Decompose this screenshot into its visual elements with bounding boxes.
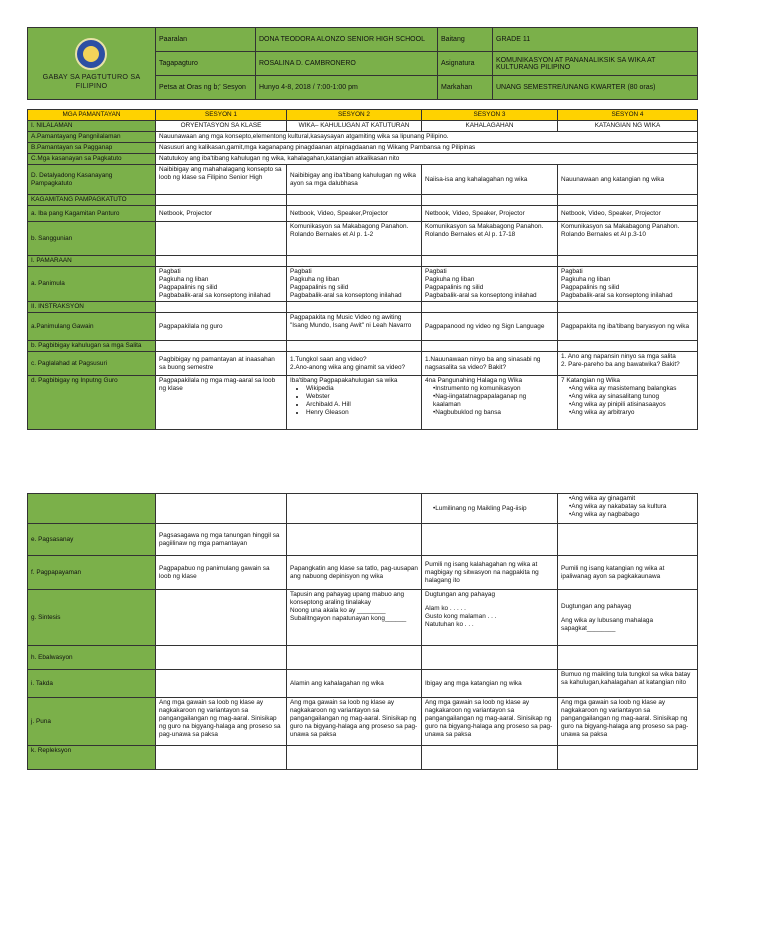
sintesis-s1 [156, 590, 287, 646]
panimulang-s2: Pagpapakita ng Music Video ng awiting "Isang Mundo, Isang Awit" ni Leah Navarro [287, 313, 422, 341]
row-label: II. INSTRAKSYON [28, 302, 156, 313]
paglalahad-s2 [287, 352, 422, 376]
input-guro-s3 [422, 376, 558, 430]
katangian-list [561, 385, 694, 417]
panimula-line: Pagkuha ng liban [561, 276, 611, 283]
kasanayan-text: Natutukoy ang iba'tibang kahulugan ng wika, kahalagahan,katangian atkalikasan nito [156, 154, 698, 165]
kasanayan-row [28, 154, 698, 165]
paglalahad-s3: 1.Nauunawaan ninyo ba ang sinasabi ng nagsasalita sa video? Bakit? [422, 352, 558, 376]
gabay-title: GABAY SA PAGTUTURO SA FILIPINO [42, 71, 141, 90]
row-label: I. PAMARAAN [28, 256, 156, 267]
detalyado-s4: Nauunawaan ang katangian ng wika [558, 165, 698, 195]
panimula-s3 [422, 267, 558, 302]
panimula-line: Pagbati [159, 268, 181, 275]
lesson-plan-table-continued [27, 493, 698, 770]
panimula-s2 [287, 267, 422, 302]
value-petsa: Hunyo 4-8, 2018 / 7:00-1:00 pm [256, 76, 438, 100]
list-item: • Ang wika ay masistemang balangkas [569, 385, 694, 393]
row-label [28, 494, 156, 524]
continued-row [28, 494, 698, 524]
repleksyon-row [28, 746, 698, 770]
sanggunian-s4: Komunikasyon sa Makabagong Panahon. Rolando Bernales et Al p.3-10 [558, 222, 698, 256]
pagsasanay-row [28, 524, 698, 556]
detalyado-s2: Naibibigay ang iba'tibang kahulugan ng wika ayon sa mga dalubhasa [287, 165, 422, 195]
prompt-line: Gusto kong malaman . . . [425, 613, 497, 620]
pamaraan-row [28, 256, 698, 267]
puna-s4: Ang mga gawain sa loob ng klase ay nagkakaroon ng variantayon sa pangangailangan ng mag-aaral. Sinisikap ng guro na bigyang-halaga ang proseso sa pag-unawa sa paksa [558, 698, 698, 746]
list-item: • Nagbubuklod ng bansa [433, 409, 554, 417]
row-label: a.Panimulang Gawain [28, 313, 156, 341]
row-label: A.Pamantayang Pangnilalaman [28, 132, 156, 143]
input-guro-s1: Pagpapakilala ng mga mag-aaral sa loob ng klase [156, 376, 287, 430]
list-item: • Ang wika ay nagbabago [569, 511, 694, 519]
list-title: 7 Katangian ng Wika [561, 377, 620, 384]
panimula-line: Pagkuha ng liban [290, 276, 340, 283]
row-label: c. Paglalahad at Pagsusuri [28, 352, 156, 376]
panimulang-s4: Pagpapakita ng iba'tibang baryasyon ng wika [558, 313, 698, 341]
prompt-line: Dugtungan ang pahayag [425, 591, 496, 598]
puna-s1: Ang mga gawain sa loob ng klase ay nagkakaroon ng variantayon sa pangangailangan ng mag-aaral. Sinisikap ng guro na bigyang-halaga ang proseso sa pag-unawa sa paksa [156, 698, 287, 746]
value-markahan: UNANG SEMESTRE/UNANG KWARTER (80 oras) [493, 76, 698, 100]
cont-s4 [558, 494, 698, 524]
label-tagapagturo: Tagapagturo [156, 52, 256, 76]
pagpapayaman-s3: Pumili ng isang kalahagahan ng wika at magbigay ng sitwasyon na nagpakita ng halagang ito [422, 556, 558, 590]
list-item: • Ang wika ay sinasalitang tunog [569, 393, 694, 401]
list-title: 4na Pangunahing Halaga ng Wika [425, 377, 522, 384]
row-label: b. Pagbibigay kahulugan sa mga Salita [28, 341, 156, 352]
detalyado-s1: Naibibigay ang mahahalagang konsepto sa loob ng klase sa Filipino Senior High [156, 165, 287, 195]
panimula-line: Pagpapalinis ng silid [561, 284, 620, 291]
row-label: f. Pagpapayaman [28, 556, 156, 590]
input-guro-s2 [287, 376, 422, 430]
cont-s1 [156, 494, 287, 524]
panimulang-gawain-row [28, 313, 698, 341]
panimula-line: Pagpapalinis ng silid [159, 284, 218, 291]
label-paaralan: Paaralan [156, 28, 256, 52]
puna-row [28, 698, 698, 746]
nilalaman-s1: ORYENTASYON SA KLASE [156, 121, 287, 132]
lesson-plan-table [27, 109, 698, 430]
pantuto-s3: Netbook, Video, Speaker, Projector [422, 206, 558, 222]
pagpapayaman-s1: Pagpapabuo ng panimulang gawain sa loob ng klase [156, 556, 287, 590]
list-item: • Lumilinang ng Maikling Pag-iisip [433, 505, 554, 513]
list-item: • Ang wika ay nakabatay sa kultura [569, 503, 694, 511]
panimula-line: Pagkuha ng liban [159, 276, 209, 283]
puna-s2: Ang mga gawain sa loob ng klase ay nagkakaroon ng variantayon sa pangangailangan ng mag-aaral. Sinisikap ng guro na bigyang-halaga ang proseso sa pag-unawa sa paksa [287, 698, 422, 746]
row-label: k. Repleksyon [28, 746, 156, 770]
sesyon-4-heading: SESYON 4 [558, 110, 698, 121]
panimula-line: Pagbati [561, 268, 583, 275]
nilalaman-s3: KAHALAGAHAN [422, 121, 558, 132]
sintesis-row [28, 590, 698, 646]
pagganap-row [28, 143, 698, 154]
pamantayan-heading: MGA PAMANTAYAN [28, 110, 156, 121]
header-table [27, 27, 698, 100]
session-header-row [28, 110, 698, 121]
value-paaralan: DONA TEODORA ALONZO SENIOR HIGH SCHOOL [256, 28, 438, 52]
sanggunian-s2: Komunikasyon sa Makabagong Panahon. Rolando Bernales et Al p. 1-2 [287, 222, 422, 256]
prompt-line: Noong una akala ko ay ________ [290, 607, 386, 614]
row-label: D. Detalyadong Kasanayang Pampagkatuto [28, 165, 156, 195]
nilalaman-s2: WIKA– KAHULUGAN AT KATUTURAN [287, 121, 422, 132]
panimula-line: Pagpapalinis ng silid [290, 284, 349, 291]
katangian-list-cont [561, 495, 694, 519]
value-tagapagturo: ROSALINA D. CAMBRONERO [256, 52, 438, 76]
takda-s3: Ibigay ang mga katangian ng wika [422, 670, 558, 698]
panimulang-s1: Pagpapakilala ng guro [156, 313, 287, 341]
row-label: e. Pagsasanay [28, 524, 156, 556]
input-guro-row [28, 376, 698, 430]
row-label: j. Puna [28, 698, 156, 746]
pagsasanay-s1: Pagsasagawa ng mga tanungan hinggil sa pagiilinaw ng mga pamantayan [156, 524, 287, 556]
panimula-s1 [156, 267, 287, 302]
list-item: • Webster [306, 393, 418, 401]
row-label: i. Takda [28, 670, 156, 698]
value-asignatura: KOMUNIKASYON AT PANANALIKSIK SA WIKA AT KULTURANG PILIPINO [493, 52, 698, 76]
panimula-line: Pagbati [290, 268, 312, 275]
panimula-line: Pagbabalik-aral sa konseptong inilahad [159, 292, 271, 299]
sesyon-2-heading: SESYON 2 [287, 110, 422, 121]
list-item: • Ang wika ay arbitraryo [569, 409, 694, 417]
list-item: • Ang wika ay pinipili atisinasaayos [569, 401, 694, 409]
label-markahan: Markahan [438, 76, 493, 100]
pantuto-row [28, 206, 698, 222]
panimula-line: Pagkuha ng liban [425, 276, 475, 283]
paglalahad-s4 [558, 352, 698, 376]
row-label: h. Ebalwasyon [28, 646, 156, 670]
prompt-line: Tapusin ang pahayag upang mabuo ang konseptong araling tinalakay [290, 591, 405, 606]
sesyon-1-heading: SESYON 1 [156, 110, 287, 121]
panimula-line: Pagbati [425, 268, 447, 275]
prompt-line: Alam ko . . . . . [425, 605, 466, 612]
sintesis-s4 [558, 590, 698, 646]
prompt-line: Natutuhan ko . . . [425, 621, 474, 628]
pagpapayaman-s2: Papangkatin ang klase sa tatlo, pag-uusapan ang nabuong depinisyon ng wika [287, 556, 422, 590]
row-label: a. Iba pang Kagamitan Panturo [28, 206, 156, 222]
pagpapayaman-row [28, 556, 698, 590]
paglalahad-s1: Pagbibigay ng pamantayan at inaasahan sa buong semestre [156, 352, 287, 376]
list-item: • Henry Gleason [306, 409, 418, 417]
question-line: 2. Pare-pareho ba ang bawatwika? Bakit? [561, 361, 680, 368]
pangnilalaman-row [28, 132, 698, 143]
halaga-list-cont [425, 505, 554, 513]
row-label: I. NILALAMAN [28, 121, 156, 132]
panimulang-s3: Pagpapanood ng video ng Sign Language [422, 313, 558, 341]
value-baitang: GRADE 11 [493, 28, 698, 52]
sintesis-s3 [422, 590, 558, 646]
paglalahad-row [28, 352, 698, 376]
definition-list [290, 385, 418, 417]
kagamitan-row [28, 195, 698, 206]
row-label: a. Panimula [28, 267, 156, 302]
row-label: b. Sanggunian [28, 222, 156, 256]
panimula-s4 [558, 267, 698, 302]
cont-s3 [422, 494, 558, 524]
pagganap-text: Nasusuri ang kalikasan,gamit,mga kaganapang pinagdaanan atpinagdaanan ng Wikang Pambansa ng Pilipinas [156, 143, 698, 154]
list-item: • Nag-iingatatnagpapalaganap ng kaalaman [433, 393, 554, 409]
panimula-line: Pagbabalik-aral sa konseptong inilahad [425, 292, 537, 299]
label-petsa: Petsa at Oras ng b;' Sesyon [156, 76, 256, 100]
instraksyon-row [28, 302, 698, 313]
panimula-line: Pagpapalinis ng silid [425, 284, 484, 291]
pantuto-s1: Netbook, Projector [156, 206, 287, 222]
panimula-line: Pagbabalik-aral sa konseptong inilahad [290, 292, 402, 299]
row-label: g. Sintesis [28, 590, 156, 646]
list-item: • Wikipedia [306, 385, 418, 393]
prompt-line: Dugtungan ang pahayag [561, 602, 632, 610]
school-logo-cell [28, 28, 156, 100]
halaga-list [425, 385, 554, 417]
detalyado-row [28, 165, 698, 195]
puna-s3: Ang mga gawain sa loob ng klase ay nagkakaroon ng variantayon sa pangangailangan ng mag-aaral. Sinisikap ng guro na bigyang-halaga ang proseso sa pag-unawa sa paksa [422, 698, 558, 746]
input-guro-s4 [558, 376, 698, 430]
list-item: • Ang wika ay ginagamit [569, 495, 694, 503]
takda-s2: Alamin ang kahalagahan ng wika [287, 670, 422, 698]
nilalaman-row [28, 121, 698, 132]
sesyon-3-heading: SESYON 3 [422, 110, 558, 121]
kahulugan-row [28, 341, 698, 352]
deped-seal-icon [67, 38, 117, 68]
label-baitang: Baitang [438, 28, 493, 52]
sintesis-s2 [287, 590, 422, 646]
prompt-line: Ang wika ay lubusang mahalaga sapagkat________ [561, 616, 654, 632]
pangnilalaman-text: Nauunawaan ang mga konsepto,elementong kultural,kasaysayan atgamiting wika sa lipunang Pilipino. [156, 132, 698, 143]
list-title: Iba'tibang Pagpapakahulugan sa wika [290, 377, 398, 384]
takda-row [28, 670, 698, 698]
prompt-line: Subalitngayon napatunayan kong______ [290, 615, 407, 622]
takda-s4: Bumuo ng maikling tula tungkol sa wika batay sa kahulugan,kahalagahan at katangian nito [558, 670, 698, 698]
question-line: 1.Tungkol saan ang video? [290, 355, 367, 363]
list-item: • Instrumento ng komunikasyon [433, 385, 554, 393]
panimula-line: Pagbabalik-aral sa konseptong inilahad [561, 292, 673, 299]
list-item: • Archibald A. Hill [306, 401, 418, 409]
row-label: d. Pagbibigay ng Inputng Guro [28, 376, 156, 430]
detalyado-s3: Naiisa-isa ang kahalagahan ng wika [422, 165, 558, 195]
question-line: 1. Ano ang napansin ninyo sa mga salita [561, 353, 676, 360]
sanggunian-row [28, 222, 698, 256]
cont-s2 [287, 494, 422, 524]
sanggunian-s3: Komunikasyon sa Makabagong Panahon. Rolando Bernales et Al p. 17-18 [422, 222, 558, 256]
label-asignatura: Asignatura [438, 52, 493, 76]
panimula-row [28, 267, 698, 302]
row-label: B.Pamantayan sa Pagganap [28, 143, 156, 154]
sanggunian-s1 [156, 222, 287, 256]
ebalwasyon-row [28, 646, 698, 670]
row-label: C.Mga kasanayan sa Pagkatuto [28, 154, 156, 165]
nilalaman-s4: KATANGIAN NG WIKA [558, 121, 698, 132]
pantuto-s4: Netbook, Video, Speaker, Projector [558, 206, 698, 222]
pantuto-s2: Netbook, Video, Speaker,Projector [287, 206, 422, 222]
question-line: 2.Ano-anong wika ang ginamit sa video? [290, 363, 406, 371]
row-label: KAGAMITANG PAMPAGKATUTO [28, 195, 156, 206]
pagpapayaman-s4: Pumili ng isang katangian ng wika at ipaliwanag ayon sa pagkakaunawa [558, 556, 698, 590]
